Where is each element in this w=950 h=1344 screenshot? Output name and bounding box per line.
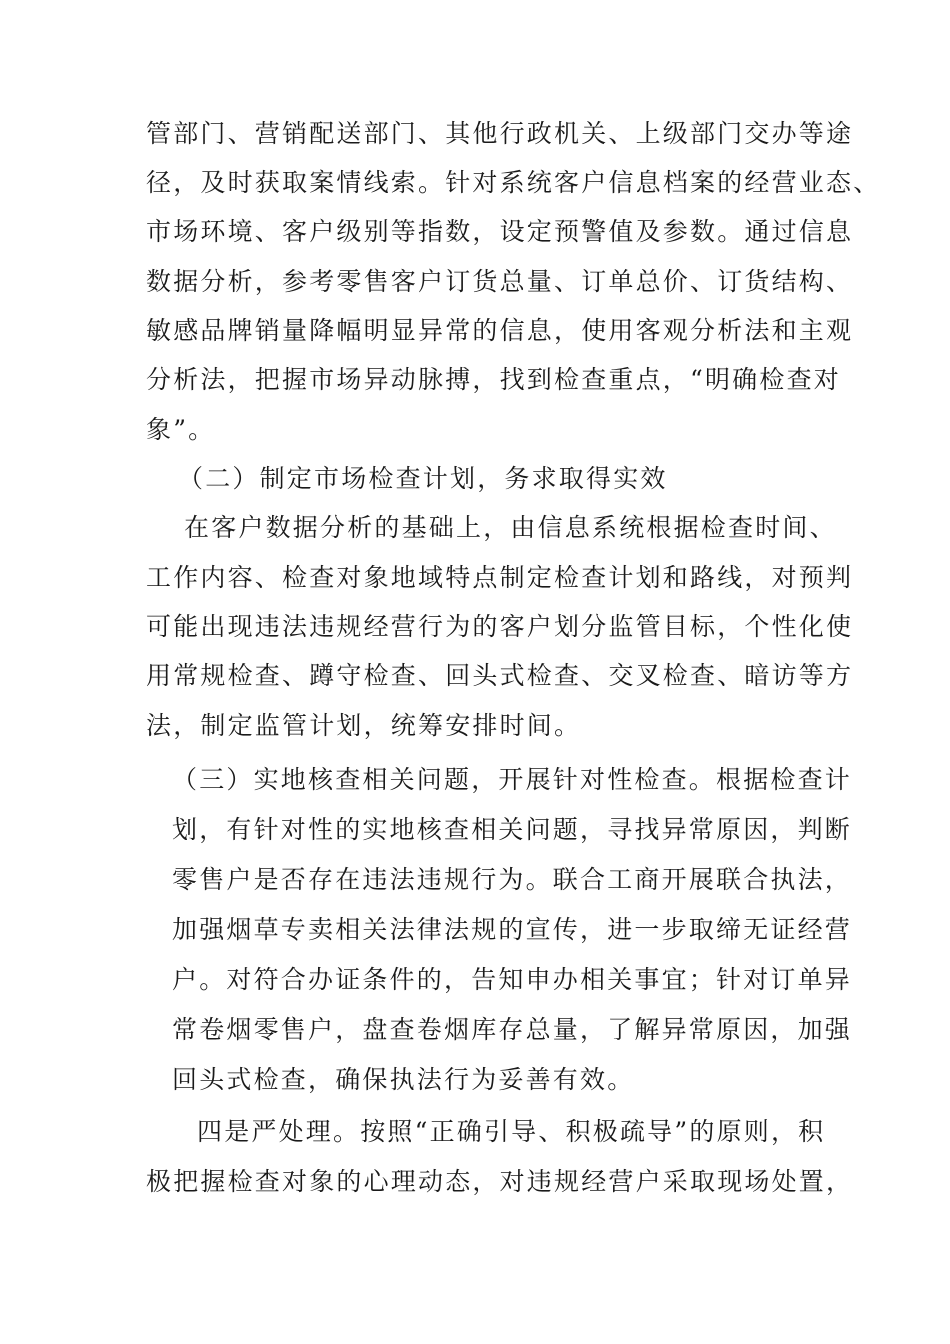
paragraph-line: 径，及时获取案情线索。针对系统客户信息档案的经营业态、	[146, 168, 881, 197]
paragraph-line: 户。对符合办证条件的，告知申办相关事宜；针对订单异	[172, 965, 853, 994]
paragraph-line: 用常规检查、蹲守检查、回头式检查、交叉检查、暗访等方	[146, 661, 854, 690]
paragraph-line: 回头式检查，确保执法行为妥善有效。	[172, 1065, 635, 1094]
paragraph-line: 象”。	[146, 415, 216, 444]
paragraph-line: 常卷烟零售户，盘查卷烟库存总量，了解异常原因，加强	[172, 1015, 853, 1044]
paragraph-line: 零售户是否存在违法违规行为。联合工商开展联合执法，	[172, 865, 853, 894]
paragraph-line: （三）实地核查相关问题，开展针对性检查。根据检查计	[172, 765, 853, 794]
section-heading: （二）制定市场检查计划，务求取得实效	[178, 464, 668, 493]
paragraph-line: 可能出现违法违规经营行为的客户划分监管目标，个性化使	[146, 612, 854, 641]
paragraph-line: 市场环境、客户级别等指数，设定预警值及参数。通过信息	[146, 217, 854, 246]
paragraph-line: 分析法，把握市场异动脉搏，找到检查重点，“明确检查对	[146, 365, 841, 394]
paragraph-line: 敏感品牌销量降幅明显异常的信息，使用客观分析法和主观	[146, 316, 854, 345]
paragraph-line: 法，制定监管计划，统筹安排时间。	[146, 711, 582, 740]
paragraph-line: 在客户数据分析的基础上，由信息系统根据检查时间、	[184, 513, 837, 542]
paragraph-line: 数据分析，参考零售客户订货总量、订单总价、订货结构、	[146, 267, 854, 296]
paragraph-line: 管部门、营销配送部门、其他行政机关、上级部门交办等途	[146, 119, 854, 148]
paragraph-line: 划，有针对性的实地核查相关问题，寻找异常原因，判断	[172, 815, 853, 844]
paragraph-line: 四是严处理。按照“正确引导、积极疏导”的原则，积	[197, 1117, 826, 1146]
paragraph-line: 极把握检查对象的心理动态，对违规经营户采取现场处置，	[146, 1167, 854, 1196]
paragraph-line: 工作内容、检查对象地域特点制定检查计划和路线，对预判	[146, 563, 854, 592]
paragraph-line: 加强烟草专卖相关法律法规的宣传，进一步取缔无证经营	[172, 915, 853, 944]
